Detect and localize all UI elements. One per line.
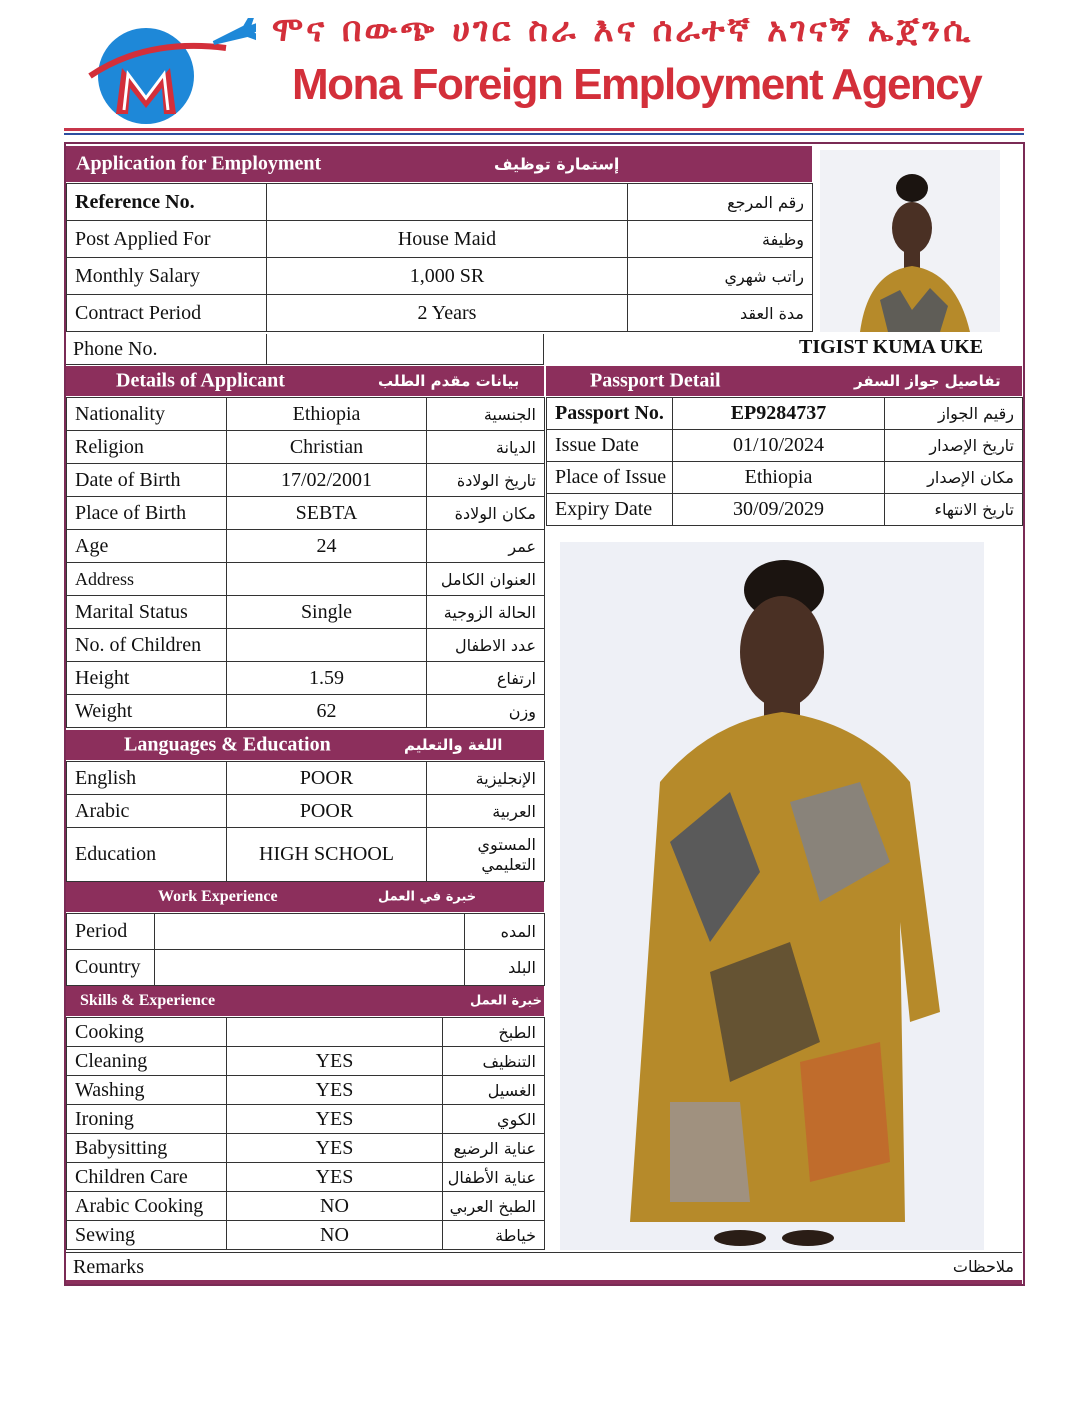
- languages-table: [66, 761, 545, 882]
- field-label: Reference No.: [67, 184, 267, 221]
- table-row: [67, 1076, 545, 1105]
- field-label-ar: ارتفاع: [427, 662, 545, 695]
- header-rule-red: [64, 128, 1024, 131]
- field-label: Place of Birth: [67, 497, 227, 530]
- table-row: [67, 497, 545, 530]
- bottom-rule: [66, 1280, 1022, 1284]
- field-label-ar: راتب شهري: [628, 258, 813, 295]
- table-row: [67, 662, 545, 695]
- field-label-ar: الجنسية: [427, 398, 545, 431]
- applicant-details-title-ar: بيانات مقدم الطلب: [378, 372, 520, 390]
- table-row: [67, 695, 545, 728]
- remarks-label: Remarks: [73, 1256, 145, 1278]
- field-label: Passport No.: [547, 398, 673, 430]
- table-row: [67, 258, 813, 295]
- languages-title: Languages & Education: [124, 733, 331, 756]
- monthly-salary-value: 1,000 SR: [267, 258, 628, 295]
- field-label: Children Care: [67, 1163, 227, 1192]
- application-table: [66, 183, 813, 332]
- table-row: [67, 795, 545, 828]
- field-label: Period: [67, 914, 155, 950]
- applicant-table: [66, 397, 545, 728]
- field-label-ar: التنظيف: [443, 1047, 545, 1076]
- application-title: Application for Employment: [76, 152, 322, 175]
- skills-title-ar: خبرة العمل: [470, 993, 542, 1009]
- field-label-ar: وزن: [427, 695, 545, 728]
- weight-value: 62: [227, 695, 427, 728]
- field-label: Babysitting: [67, 1134, 227, 1163]
- field-label: Arabic: [67, 795, 227, 828]
- table-row: [67, 530, 545, 563]
- phone-label: Phone No.: [73, 338, 158, 360]
- field-label: Arabic Cooking: [67, 1192, 227, 1221]
- field-label: Address: [67, 563, 227, 596]
- dob-value: 17/02/2001: [227, 464, 427, 497]
- skill-value: NO: [227, 1192, 443, 1221]
- field-label: Monthly Salary: [67, 258, 267, 295]
- field-label: English: [67, 762, 227, 795]
- religion-value: Christian: [227, 431, 427, 464]
- table-row: [67, 1221, 545, 1250]
- work-title: Work Experience: [158, 888, 278, 905]
- table-row: [67, 221, 813, 258]
- field-label-ar: مكان الولادة: [427, 497, 545, 530]
- period-value: [155, 914, 465, 950]
- table-row: [67, 398, 545, 431]
- table-row: [67, 762, 545, 795]
- place-of-issue-value: Ethiopia: [673, 462, 885, 494]
- application-header: [66, 146, 812, 182]
- field-label: Education: [67, 828, 227, 882]
- languages-title-ar: اللغة والتعليم: [404, 736, 503, 754]
- field-label: Country: [67, 950, 155, 986]
- field-label: Issue Date: [547, 430, 673, 462]
- table-row: [67, 914, 545, 950]
- table-row: [547, 494, 1023, 526]
- field-label-ar: رقم المرجع: [628, 184, 813, 221]
- mona-logo-icon: [76, 18, 256, 126]
- field-label-ar: وظيفة: [628, 221, 813, 258]
- field-label-ar: تاريخ الولادة: [427, 464, 545, 497]
- passport-no-value: EP9284737: [673, 398, 885, 430]
- skills-title: Skills & Experience: [80, 992, 216, 1009]
- table-row: [67, 1018, 545, 1047]
- field-label-ar: المده: [465, 914, 545, 950]
- table-row: [547, 398, 1023, 430]
- skill-value: NO: [227, 1221, 443, 1250]
- field-label: Weight: [67, 695, 227, 728]
- airplane-icon: [208, 18, 256, 58]
- table-row: [67, 629, 545, 662]
- field-label: Marital Status: [67, 596, 227, 629]
- agency-name-amharic: ሞና በውጭ ሀገር ስራ እና ሰራተኛ አገናኝ ኤጀንሲ: [272, 10, 974, 50]
- skill-value: YES: [227, 1105, 443, 1134]
- field-label-ar: الطبخ العربي: [443, 1192, 545, 1221]
- applicant-details-title: Details of Applicant: [116, 369, 285, 392]
- phone-label-cell: [66, 334, 266, 365]
- skill-value: YES: [227, 1047, 443, 1076]
- field-label: No. of Children: [67, 629, 227, 662]
- applicant-name: TIGIST KUMA UKE: [799, 336, 984, 358]
- applicant-details-header: [66, 366, 544, 396]
- issue-date-value: 01/10/2024: [673, 430, 885, 462]
- field-label-ar: تاريخ الإصدار: [885, 430, 1023, 462]
- skill-value: [227, 1018, 443, 1047]
- table-row: [67, 1105, 545, 1134]
- field-label-ar: خياطة: [443, 1221, 545, 1250]
- table-row: [67, 596, 545, 629]
- work-table: [66, 913, 545, 986]
- field-label: Ironing: [67, 1105, 227, 1134]
- table-row: [67, 563, 545, 596]
- passport-title-ar: تفاصيل جواز السفر: [854, 372, 1001, 390]
- skills-header: [66, 986, 544, 1016]
- education-value: HIGH SCHOOL: [227, 828, 427, 882]
- field-label-ar: الكوي: [443, 1105, 545, 1134]
- passport-title: Passport Detail: [590, 369, 721, 392]
- contract-period-value: 2 Years: [267, 295, 628, 332]
- passport-table: [546, 397, 1023, 526]
- field-label: Sewing: [67, 1221, 227, 1250]
- skill-value: YES: [227, 1134, 443, 1163]
- skill-value: YES: [227, 1163, 443, 1192]
- passport-header: [546, 366, 1022, 396]
- field-label: Date of Birth: [67, 464, 227, 497]
- expiry-date-value: 30/09/2029: [673, 494, 885, 526]
- skill-value: YES: [227, 1076, 443, 1105]
- marital-status-value: Single: [227, 596, 427, 629]
- field-label-ar: الحالة الزوجية: [427, 596, 545, 629]
- field-label: Cleaning: [67, 1047, 227, 1076]
- post-applied-value: House Maid: [267, 221, 628, 258]
- full-body-photo: [560, 542, 984, 1250]
- reference-no-field: [267, 184, 628, 221]
- table-row: [67, 1163, 545, 1192]
- field-label-ar: الطبخ: [443, 1018, 545, 1047]
- field-label-ar: عناية الرضيع: [443, 1134, 545, 1163]
- field-label-ar: الغسيل: [443, 1076, 545, 1105]
- phone-value-cell: [266, 334, 544, 365]
- table-row: [67, 1047, 545, 1076]
- table-row: [67, 828, 545, 882]
- field-label-ar: تاريخ الانتهاء: [885, 494, 1023, 526]
- table-row: [547, 462, 1023, 494]
- country-value: [155, 950, 465, 986]
- table-row: [67, 464, 545, 497]
- field-label: Washing: [67, 1076, 227, 1105]
- place-of-birth-value: SEBTA: [227, 497, 427, 530]
- address-value: [227, 563, 427, 596]
- application-title-ar: إستمارة توظيف: [494, 154, 620, 174]
- arabic-value: POOR: [227, 795, 427, 828]
- field-label: Height: [67, 662, 227, 695]
- table-row: [67, 1134, 545, 1163]
- header-rule-blue: [64, 133, 1024, 135]
- field-label: Nationality: [67, 398, 227, 431]
- field-label: Place of Issue: [547, 462, 673, 494]
- english-value: POOR: [227, 762, 427, 795]
- table-row: [67, 184, 813, 221]
- table-row: [67, 1192, 545, 1221]
- height-value: 1.59: [227, 662, 427, 695]
- languages-header: [66, 730, 544, 760]
- table-row: [547, 430, 1023, 462]
- remarks-row: [66, 1252, 1022, 1281]
- field-label-ar: مكان الإصدار: [885, 462, 1023, 494]
- field-label: Religion: [67, 431, 227, 464]
- remarks-label-ar: ملاحظات: [952, 1257, 1014, 1276]
- field-label-ar: العربية: [427, 795, 545, 828]
- field-label-ar: رقيم الجواز: [885, 398, 1023, 430]
- table-row: [67, 950, 545, 986]
- field-label: Contract Period: [67, 295, 267, 332]
- field-label: Post Applied For: [67, 221, 267, 258]
- work-title-ar: خبرة في العمل: [378, 889, 477, 905]
- field-label-ar: مدة العقد: [628, 295, 813, 332]
- field-label-ar: عدد الاطفال: [427, 629, 545, 662]
- age-value: 24: [227, 530, 427, 563]
- field-label-ar: عناية الأطفال: [443, 1163, 545, 1192]
- field-label-ar: البلد: [465, 950, 545, 986]
- field-label-ar: الإنجليزية: [427, 762, 545, 795]
- work-header: [66, 882, 544, 912]
- field-label-ar: الديانة: [427, 431, 545, 464]
- nationality-value: Ethiopia: [227, 398, 427, 431]
- field-label: Expiry Date: [547, 494, 673, 526]
- table-row: [67, 295, 813, 332]
- skills-table: [66, 1017, 545, 1250]
- field-label: Cooking: [67, 1018, 227, 1047]
- portrait-photo-small: [820, 150, 1000, 332]
- agency-name: Mona Foreign Employment Agency: [292, 60, 982, 109]
- children-value: [227, 629, 427, 662]
- field-label-ar: العنوان الكامل: [427, 563, 545, 596]
- table-row: [67, 431, 545, 464]
- field-label: Age: [67, 530, 227, 563]
- field-label-ar: عمر: [427, 530, 545, 563]
- field-label-ar: المستوي التعليمي: [427, 828, 545, 882]
